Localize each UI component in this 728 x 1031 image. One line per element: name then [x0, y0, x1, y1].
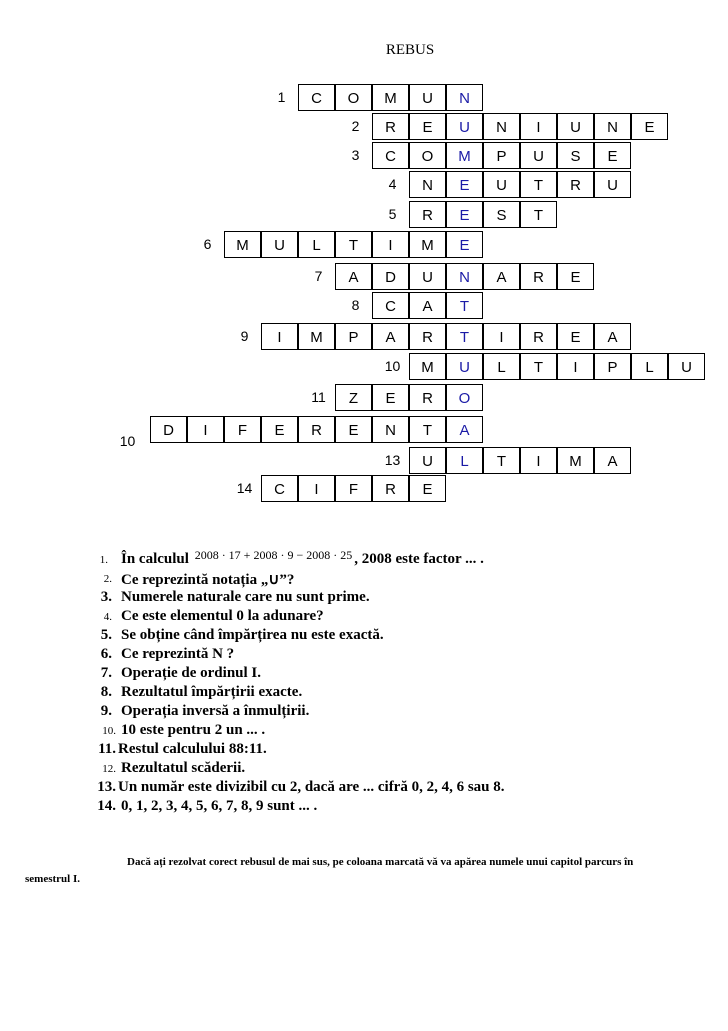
clue-number: 5.: [100, 627, 112, 643]
letter-cell[interactable]: S: [483, 201, 520, 228]
key-column-cell[interactable]: E: [446, 231, 483, 258]
letter-cell[interactable]: U: [557, 113, 594, 140]
letter-cell[interactable]: U: [668, 353, 705, 380]
clue-text: Se obține când împărțirea nu este exactă.: [121, 627, 384, 643]
letter-cell[interactable]: M: [298, 323, 335, 350]
row-number: 4: [388, 176, 397, 192]
letter-cell[interactable]: T: [335, 231, 372, 258]
letter-cell[interactable]: I: [520, 447, 557, 474]
letter-cell[interactable]: E: [594, 142, 631, 169]
key-column-cell[interactable]: E: [446, 171, 483, 198]
letter-cell[interactable]: I: [298, 475, 335, 502]
row-number: 10: [384, 358, 401, 374]
letter-cell[interactable]: U: [409, 447, 446, 474]
clue-text: Un număr este divizibil cu 2, dacă are ... cifră 0, 2, 4, 6 sau 8.: [118, 779, 505, 795]
row-number: 2: [351, 118, 360, 134]
letter-cell[interactable]: F: [335, 475, 372, 502]
key-column-cell[interactable]: L: [446, 447, 483, 474]
clue-text: Restul calculului 88:11.: [118, 741, 267, 757]
letter-cell[interactable]: I: [372, 231, 409, 258]
clue-text: Numerele naturale care nu sunt prime.: [121, 589, 370, 605]
clue-text: Rezultatul scăderii.: [121, 760, 246, 776]
math-formula: 2008 · 17 + 2008 · 9 − 2008 · 25: [194, 548, 353, 562]
row-number: 10: [119, 433, 136, 449]
letter-cell[interactable]: T: [483, 447, 520, 474]
letter-cell[interactable]: L: [483, 353, 520, 380]
letter-cell[interactable]: P: [594, 353, 631, 380]
letter-cell[interactable]: U: [483, 171, 520, 198]
letter-cell[interactable]: C: [372, 292, 409, 319]
clue-number: 3.: [100, 589, 112, 605]
letter-cell[interactable]: D: [372, 263, 409, 290]
letter-cell[interactable]: P: [483, 142, 520, 169]
row-number: 6: [203, 236, 212, 252]
letter-cell[interactable]: I: [483, 323, 520, 350]
letter-cell[interactable]: E: [409, 113, 446, 140]
letter-cell[interactable]: E: [557, 263, 594, 290]
letter-cell[interactable]: U: [409, 84, 446, 111]
row-number: 5: [388, 206, 397, 222]
letter-cell[interactable]: U: [520, 142, 557, 169]
row-number: 9: [240, 328, 249, 344]
letter-cell[interactable]: M: [372, 84, 409, 111]
instructions-note: Dacă ați rezolvat corect rebusul de mai sus, pe coloana marcată vă va apărea numele unui capitol parcurs în semestrul I.: [25, 856, 634, 885]
clue-text: Operația inversă a înmulțirii.: [121, 703, 310, 719]
letter-cell[interactable]: E: [372, 384, 409, 411]
letter-cell[interactable]: R: [372, 113, 409, 140]
letter-cell[interactable]: I: [187, 416, 224, 443]
letter-cell[interactable]: U: [261, 231, 298, 258]
letter-cell[interactable]: I: [520, 113, 557, 140]
clue-text: Operație de ordinul I.: [121, 665, 262, 681]
letter-cell[interactable]: T: [520, 201, 557, 228]
key-column-cell[interactable]: N: [446, 263, 483, 290]
row-number: 3: [351, 147, 360, 163]
clue-text: 10 este pentru 2 un ... .: [121, 722, 266, 738]
letter-cell[interactable]: A: [335, 263, 372, 290]
key-column-cell[interactable]: A: [446, 416, 483, 443]
clue-number: 7.: [100, 665, 112, 681]
letter-cell[interactable]: C: [372, 142, 409, 169]
letter-cell[interactable]: E: [557, 323, 594, 350]
clue-number: 4.: [103, 611, 112, 623]
row-number: 11: [311, 389, 326, 405]
letter-cell[interactable]: E: [261, 416, 298, 443]
row-number: 14: [236, 480, 253, 496]
letter-cell[interactable]: O: [335, 84, 372, 111]
letter-cell[interactable]: E: [335, 416, 372, 443]
letter-cell[interactable]: R: [520, 323, 557, 350]
key-column-cell[interactable]: N: [446, 84, 483, 111]
clue-text: Rezultatul împărțirii exacte.: [121, 684, 303, 700]
letter-cell[interactable]: Z: [335, 384, 372, 411]
letter-cell[interactable]: A: [372, 323, 409, 350]
letter-cell[interactable]: T: [520, 171, 557, 198]
clue-number: 11.: [98, 741, 116, 757]
clue-number: 12.: [102, 763, 116, 775]
letter-cell[interactable]: U: [409, 263, 446, 290]
letter-cell[interactable]: N: [594, 113, 631, 140]
letter-cell[interactable]: C: [298, 84, 335, 111]
clue-text: În calculul 2008 · 17 + 2008 · 9 − 2008 · 25 , 2008 este factor ... .: [121, 548, 484, 567]
clue-number: 14.: [97, 798, 116, 814]
letter-cell[interactable]: M: [409, 231, 446, 258]
letter-cell[interactable]: F: [224, 416, 261, 443]
clue-number: 13.: [97, 779, 116, 795]
clue-text: 0, 1, 2, 3, 4, 5, 6, 7, 8, 9 sunt ... .: [121, 798, 318, 814]
clue-number: 1.: [99, 554, 108, 566]
page-title: REBUS: [385, 42, 435, 58]
letter-cell[interactable]: S: [557, 142, 594, 169]
key-column-cell[interactable]: M: [446, 142, 483, 169]
letter-cell[interactable]: N: [409, 171, 446, 198]
letter-cell[interactable]: A: [594, 447, 631, 474]
key-column-cell[interactable]: T: [446, 292, 483, 319]
letter-cell[interactable]: A: [483, 263, 520, 290]
row-number: 7: [314, 268, 323, 284]
letter-cell[interactable]: O: [409, 142, 446, 169]
key-column-cell[interactable]: U: [446, 353, 483, 380]
letter-cell[interactable]: T: [409, 416, 446, 443]
letter-cell[interactable]: T: [520, 353, 557, 380]
clue-number: 9.: [100, 703, 112, 719]
clue-text: Ce reprezintă N ?: [121, 646, 235, 662]
key-column-cell[interactable]: O: [446, 384, 483, 411]
row-number: 13: [384, 452, 401, 468]
row-number: 1: [277, 89, 286, 105]
letter-cell[interactable]: I: [557, 353, 594, 380]
letter-cell[interactable]: M: [224, 231, 261, 258]
clue-number: 6.: [100, 646, 112, 662]
letter-cell[interactable]: L: [631, 353, 668, 380]
letter-cell[interactable]: N: [372, 416, 409, 443]
key-column-cell[interactable]: T: [446, 323, 483, 350]
letter-cell[interactable]: R: [409, 384, 446, 411]
letter-cell[interactable]: U: [594, 171, 631, 198]
letter-cell[interactable]: R: [372, 475, 409, 502]
letter-cell[interactable]: R: [557, 171, 594, 198]
letter-cell[interactable]: D: [150, 416, 187, 443]
clue-number: 8.: [100, 684, 112, 700]
letter-cell[interactable]: R: [409, 201, 446, 228]
clue-text: Ce este elementul 0 la adunare?: [121, 608, 324, 624]
letter-cell[interactable]: E: [631, 113, 668, 140]
letter-cell[interactable]: I: [261, 323, 298, 350]
letter-cell[interactable]: C: [261, 475, 298, 502]
key-column-cell[interactable]: E: [446, 201, 483, 228]
letter-cell[interactable]: N: [483, 113, 520, 140]
letter-cell[interactable]: R: [520, 263, 557, 290]
clue-number: 10.: [102, 725, 116, 737]
letter-cell[interactable]: A: [409, 292, 446, 319]
letter-cell[interactable]: M: [557, 447, 594, 474]
letter-cell[interactable]: E: [409, 475, 446, 502]
letter-cell[interactable]: R: [298, 416, 335, 443]
letter-cell[interactable]: P: [335, 323, 372, 350]
clue-number: 2.: [103, 573, 112, 585]
letter-cell[interactable]: R: [409, 323, 446, 350]
letter-cell[interactable]: L: [298, 231, 335, 258]
letter-cell[interactable]: M: [409, 353, 446, 380]
letter-cell[interactable]: A: [594, 323, 631, 350]
key-column-cell[interactable]: U: [446, 113, 483, 140]
row-number: 8: [351, 297, 360, 313]
clue-text: Ce reprezintă notația „∪”?: [121, 572, 295, 588]
